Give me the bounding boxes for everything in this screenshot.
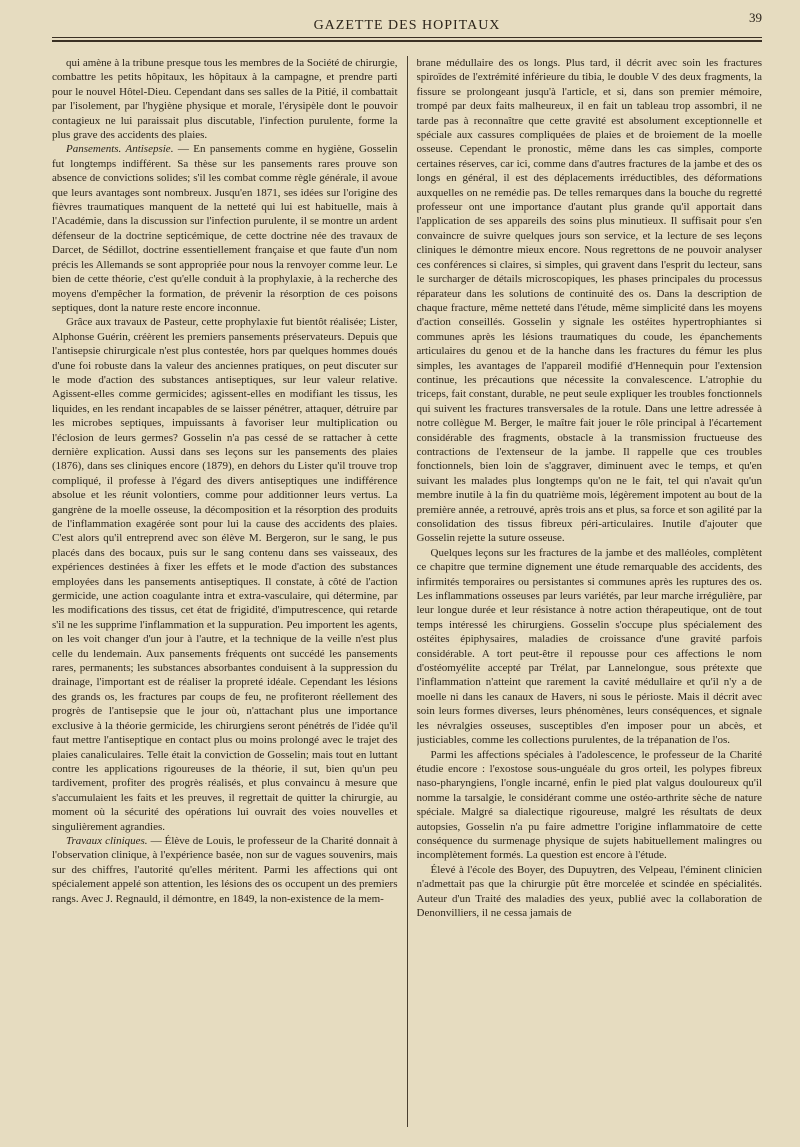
paragraph-text: Grâce aux travaux de Pasteur, cette prophylaxie fut bientôt réalisée; Lister, Alphonse Guérin, créèrent les premiers pansements préservateurs. Depuis que l'antisepsie chirurgicale n'est plus contestée, hors par quelques hommes doués d'une foi robuste dans la valeur des anciennes pratiques, on peut discuter sur le mode d'action des substances antiseptiques, sur leur valeur relative. Agissent-elles comme germicides; agissent-elles en modifiant les tissus, les liquides, en les rendant incapables de se laisser pénétrer, attaquer, détruire par les microbes septiques, impuissants à favoriser leur multiplication ou l'éclosion de leurs germes? Gosselin n'a pas cessé de se rattacher à cette dernière explication. Aussi dans ses leçons sur les pansements des plaies (1876), dans ses cliniques encore (1879), en dehors du Lister qu'il trouve trop compliqué, il professe à l'égard des divers antiseptiques une indifférence absolue et les réunit volontiers, comme pour additionner leurs vertus. La gangrène de la moelle osseuse, la décomposition et la résorption des produits de l'inflammation exagérée sont pour lui la cause des accidents des plaies. C'est alors qu'il entreprend avec son élève M. Bergeron, sur le sang, le pus placés dans des bocaux, puis sur le sang contenu dans ses vaisseaux, des expériences destinées à fixer les effets et le mode d'action des substances employées dans les pansements antiseptiques. Il constate, à côté de l'action germicide, une action coagulante intra et extra-vasculaire, qui détermine, par les modifications des tissus, cet état de frigidité, d'imputrescence, qui retarde s'il ne les supprime l'inflammation et la suppuration. Peu importent les agents, on les voit changer d'un jour à l'autre, et la technique de la veille n'est plus celle du lendemain. Aux pansements fréquents ont succédé les pansements rares, permanents; les substances absorbantes conduisent à la suppression du drainage, l'important est de réaliser la propreté idéale. Cependant les lésions des grands os, les fractures par coups de feu, ne profiteront réellement des progrès de l'antisepsie que le jour où, n'attachant plus une importance exclusive à la théorie germicide, les chirurgiens seront pénétrés de l'idée qu'il faut mettre l'antiseptique en contact plus ou moins prolongé avec le trajet des plaies canaliculaires. Telle était la conviction de Gosselin; mais tout en luttant contre les applications rigoureuses de la théorie, il sut, bien qu'un peu tardivement, profiter des progrès réalisés, et plus convaincu à mesure que s'accumulaient les faits et les preuves, il regrettait de quitter la chirurgie, au moment où la sécurité des opérations lui ouvrait des voies nouvelles et singulièrement agrandies.: [52, 316, 398, 833]
paragraph-text: Élevé à l'école des Boyer, des Dupuytren, des Velpeau, l'éminent clinicien n'admettait pas que la chirurgie pût être morcelée et scindée en spécialités. Auteur d'un Traité des maladies des yeux, publié avec la collaboration de Denonvilliers, il ne cessa jamais de: [416, 863, 762, 919]
section-heading: Pansements. Antisepsie.: [66, 143, 174, 156]
page-header: [52, 0, 762, 40]
right-paragraph: [417, 56, 763, 546]
text-columns: [52, 56, 762, 1127]
header-rule-thick: [52, 40, 762, 42]
journal-title: GAZETTE DES HOPITAUX: [313, 18, 501, 33]
paragraph-text: Parmi les affections spéciales à l'adolescence, le professeur de la Charité étudie encore : l'exostose sous-unguéale du gros orteil, les polypes fibreux naso-pharyngiens, l'ongle incarné, enfin le pied plat valgus douloureux qu'il nomme la tarsalgie, le considérant comme une ostéo-arthrite sèche de nature spéciale. Malgré sa dialectique rigoureuse, malgré les résultats de deux autopsies, Gosselin n'a pu faire admettre l'origine inflammatoire de cette conséquence du surmenage physique de sujets habituellement malingres ou incomplètement formés. La question est encore à l'étude.: [416, 748, 762, 862]
header-rule-thin: [52, 37, 762, 38]
left-paragraph: [52, 834, 398, 906]
left-column: [52, 56, 398, 1127]
paragraph-text: brane médullaire des os longs. Plus tard, il décrit avec soin les fractures spiroïdes de l'extrémité inférieure du tibia, le double V des deux fragments, la fissure se prolongeant jusqu'à l'article, et si, dans son premier mémoire, trompé par deux faits malheureux, il en fait un tableau trop assombri, il ne tarde pas à reconnaître que cette gravité est absolument exceptionnelle et spéciale aux cassures compliquées de plaies et de broiement de la moelle osseuse. Cependant le pronostic, même dans les cas simples, comporte certaines réserves, car ici, comme dans d'autres fractures de la jambe et des os longs en général, il est des déplacements irréductibles, des déformations auxquelles on ne remédie pas. De telles remarques dans la bouche du regretté professeur ont une importance d'autant plus grande qu'il apportait dans l'application de ses appareils des soins plus minutieux. Il suffisait pour s'en convaincre de suivre quelques jours son service, et la lecture de ses leçons cliniques le démontre mieux encore. Nous regrettons de ne pouvoir analyser ces conférences si claires, si simples, qui gravent dans l'esprit du lecteur, sans le surcharger de détails microscopiques, les phases principales du processus réparateur dans les solutions de continuité des os. Dans la description de chaque fracture, même netteté dans l'étude, même simplicité dans les moyens d'action conseillés. Gosselin y signale les ostéites hypertrophiantes si communes après les lésions traumatiques du coude, les épanchements articulaires du genou et de la hanche dans les fractures du fémur les plus simples, les avantages de l'appareil modifié d'Hennequin pour l'extension continue, les précautions que nécessite la convalescence. L'atrophie du triceps, fait constant, durable, ne peut seule expliquer les troubles fonctionnels qui suivent les fractures transversales de la rotule. Dans une lettre adressée à notre collègue M. Berger, le maître fait jouer le rôle principal à l'écartement considérable des fragments, obstacle à la transmission fructueuse des contractions de l'extenseur de la jambe. Il rappelle que ces troubles fonctionnels, bien loin de s'aggraver, diminuent avec le temps, et qu'en suivant les malades plus longtemps qu'on ne le fait, tel qui n'avait qu'un membre inutile à la fin du quatrième mois, légèrement impotent au bout de la première année, a retrouvé, après trois ans et plus, sa force et son agilité par la consolidation des tissus fibreux péri-articulaires. Inutile d'ajouter que Gosselin rejette la suture osseuse.: [416, 57, 762, 545]
right-paragraph: [417, 748, 763, 863]
paragraph-text: qui amène à la tribune presque tous les membres de la Société de chirurgie, combattre les petits hôpitaux, les hôpitaux à la campagne, et prendre parti pour le nouvel Hôtel-Dieu. Cependant dans ses salles de la Pitié, il combattait par l'isolement, par l'hygiène physique et morale, l'érysipèle dont le pouvoir contagieux ne lui paraissait plus discutable, l'infection purulente, forme la plus grave des accidents des plaies.: [52, 57, 398, 142]
paragraph-text: — Élève de Louis, le professeur de la Charité donnait à l'observation clinique, à l'expérience basée, non sur de vagues souvenirs, mais sur des chiffres, l'autorité qu'elles méritent. Parmi les affections qui ont spécialement appelé son attention, les lésions des os occupent un des premiers rangs. Avec J. Regnauld, il démontre, en 1849, la non-existence de la mem-: [52, 834, 398, 905]
right-paragraph: [417, 863, 763, 921]
right-paragraph: [417, 546, 763, 748]
section-heading: Travaux cliniques.: [66, 834, 148, 847]
page-number: 39: [749, 10, 762, 25]
right-column: [417, 56, 763, 1127]
paragraph-text: — En pansements comme en hygiène, Gosselin fut longtemps indifférent. Sa thèse sur les pansements rares prouve son absence de convictions solides; s'il les combat comme règle générale, il avoue que leurs avantages sont nombreux. Jusqu'en 1871, ses idées sur l'origine des fièvres traumatiques manquent de la netteté qui lui est habituelle, mais à l'Académie, dans la discussion sur l'infection purulente, il se montre un ardent défenseur de la doctrine septicémique, de cette doctrine née des travaux de Darcet, de Sédillot, doctrine essentiellement française et que faute d'un nom précis les Allemands se sont appropriée pour nous la renvoyer comme leur. Le bien de cette théorie, c'est qu'elle conduit à la prophylaxie, à la recherche des moyens d'empêcher la formation, de prévenir la résorption de ces poisons septiques, dont la nature reste encore inconnue.: [52, 143, 398, 314]
left-paragraph: [52, 315, 398, 834]
paragraph-text: Quelques leçons sur les fractures de la jambe et des malléoles, complètent ce chapitre que termine dignement une étude remarquable des accidents, des infirmités temporaires ou persistantes si communes après les ruptures des os. Les inflammations osseuses par leurs variétés, par leur marche irrégulière, par leur longue durée et leur résistance à notre action thérapeutique, ont de tout temps intéressé les chirurgiens. Gosselin s'occupe plus spécialement des ostéites épiphysaires, maladies de croissance d'une gravité parfois considérable. A tort peut-être il repousse pour ces affections le nom d'ostéomyélite accepté par Trélat, par Lannelongue, sous prétexte que l'inflammation n'atteint que rarement la cavité médullaire et qu'il n'y a de moelle ni dans les canaux de Havers, ni sous le périoste. Mais il décrit avec soin leurs formes diverses, leurs phénomènes, leurs conséquences, et signale les névralgies osseuses, susceptibles d'en imposer pour un abcès, et justiciables, comme les collections purulentes, de la trépanation de l'os.: [416, 546, 762, 747]
left-paragraph: [52, 56, 398, 142]
left-paragraph: [52, 142, 398, 315]
column-divider: [407, 56, 408, 1127]
